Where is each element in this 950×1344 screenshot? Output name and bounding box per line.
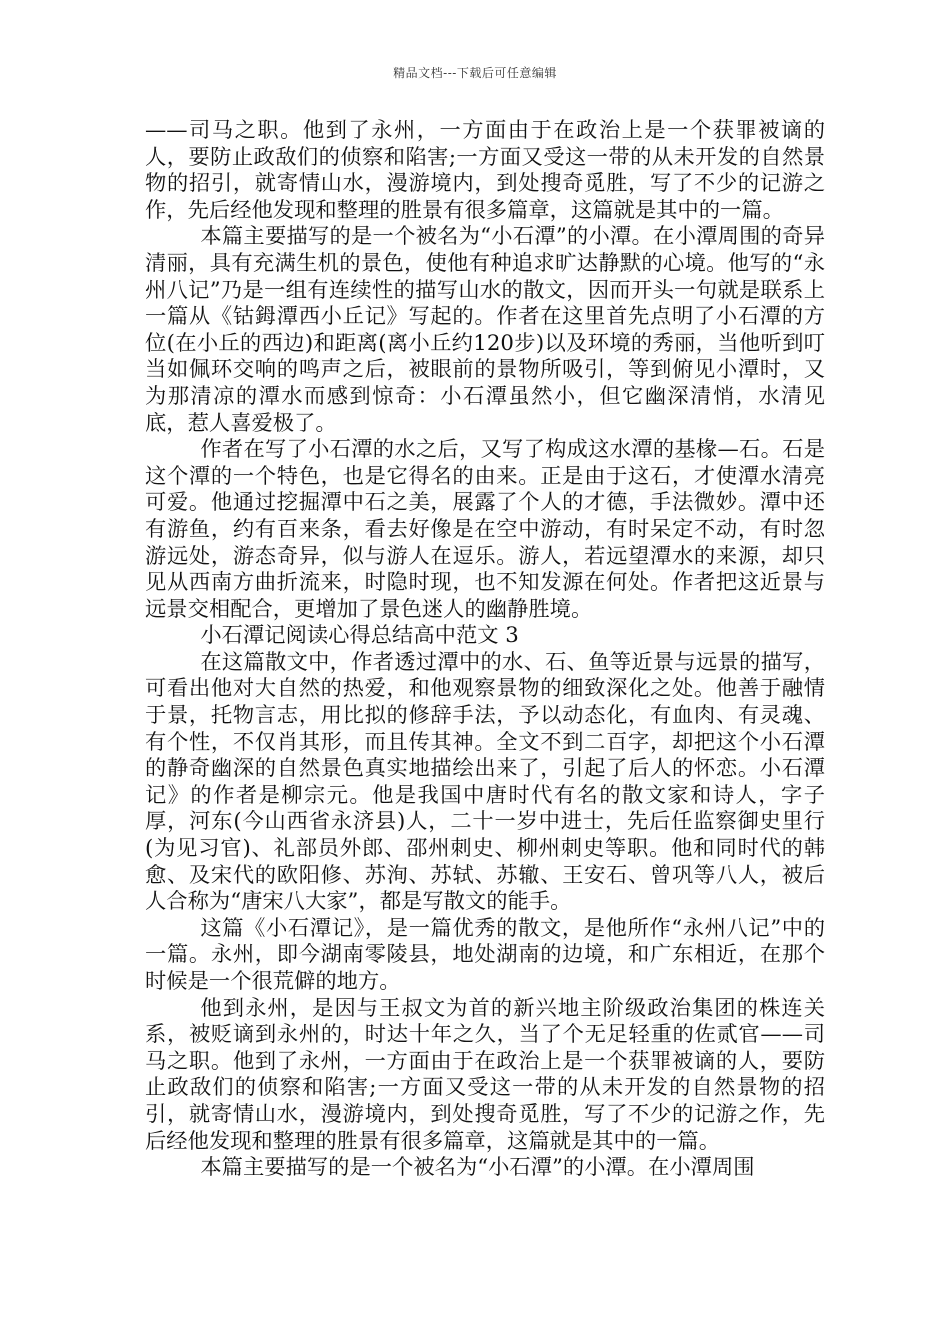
document-body: [145, 118, 825, 1182]
paragraph-3: 作者在写了小石潭的水之后，又写了构成这水潭的基椽—石。石是这个潭的一个特色，也是它得名的由来。正是由于这石，才使潭水清亮可爱。他通过挖掘潭中石之美，展露了个人的才德，手法微妙。潭中还有游鱼，约有百来条，看去好像是在空中游动，有时呆定不动，有时忽游远处，游态奇异，似与游人在逗乐。游人，若远望潭水的来源，却只见从西南方曲折流来，时隐时现，也不知发源在何处。作者把这近景与远景交相配合，更增加了景色迷人的幽静胜境。: [145, 437, 825, 622]
paragraph-2: 本篇主要描写的是一个被名为“小石潭”的小潭。在小潭周围的奇异清丽，具有充满生机的景色，使他有种追求旷达静默的心境。他写的“永州八记”乃是一组有连续性的描写山水的散文，因而开头一句就是联系上一篇从《钴鉧潭西小丘记》写起的。作者在这里首先点明了小石潭的方位(在小丘的西边)和距离(离小丘约120步)以及环境的秀丽，当他听到叮当如佩环交响的鸣声之后，被眼前的景物所吸引，等到俯见小潭时，又为那清凉的潭水而感到惊奇：小石潭虽然小，但它幽深清悄，水清见底，惹人喜爱极了。: [145, 224, 825, 436]
section-heading: 小石潭记阅读心得总结高中范文 3: [200, 623, 519, 649]
page-header: 精品文档---下载后可任意编辑: [393, 66, 557, 80]
paragraph-5: 在这篇散文中，作者透过潭中的水、石、鱼等近景与远景的描写，可看出他对大自然的热爱，和他观察景物的细致深化之处。他善于融情于景，托物言志，用比拟的修辞手法，予以动态化，有血肉、有灵魂、有个性，不仅肖其形，而且传其神。全文不到二百字，却把这个小石潭的静奇幽深的自然景色真实地描绘出来了，引起了后人的怀恋。小石潭记》的作者是柳宗元。他是我国中唐时代有名的散文家和诗人，字子厚，河东(今山西省永济县)人，二十一岁中进士，先后任监察御史里行(为见习官)、礼部员外郎、邵州刺史、柳州刺史等职。他和同时代的韩愈、及宋代的欧阳修、苏洵、苏轼、苏辙、王安石、曾巩等八人，被后人合称为“唐宋八大家”，都是写散文的能手。: [145, 649, 825, 915]
paragraph-1: ——司马之职。他到了永州，一方面由于在政治上是一个获罪被谪的人，要防止政敌们的侦察和陷害;一方面又受这一带的从未开发的自然景物的招引，就寄情山水，漫游境内，到处搜奇觅胜，写了不少的记游之作，先后经他发现和整理的胜景有很多篇章，这篇就是其中的一篇。: [145, 118, 825, 223]
paragraph-6: 这篇《小石潭记》，是一篇优秀的散文，是他所作“永州八记”中的一篇。永州，即今湖南零陵县，地处湖南的边境，和广东相近，在那个时候是一个很荒僻的地方。: [145, 915, 825, 994]
paragraph-8: 本篇主要描写的是一个被名为“小石潭”的小潭。在小潭周围: [200, 1155, 755, 1181]
paragraph-7: 他到永州，是因与王叔文为首的新兴地主阶级政治集团的株连关系，被贬谪到永州的，时达十年之久，当了个无足轻重的佐贰官——司马之职。他到了永州，一方面由于在政治上是一个获罪被谪的人，要防止政敌们的侦察和陷害;一方面又受这一带的从未开发的自然景物的招引，就寄情山水，漫游境内，到处搜奇觅胜，写了不少的记游之作，先后经他发现和整理的胜景有很多篇章，这篇就是其中的一篇。: [145, 995, 825, 1154]
